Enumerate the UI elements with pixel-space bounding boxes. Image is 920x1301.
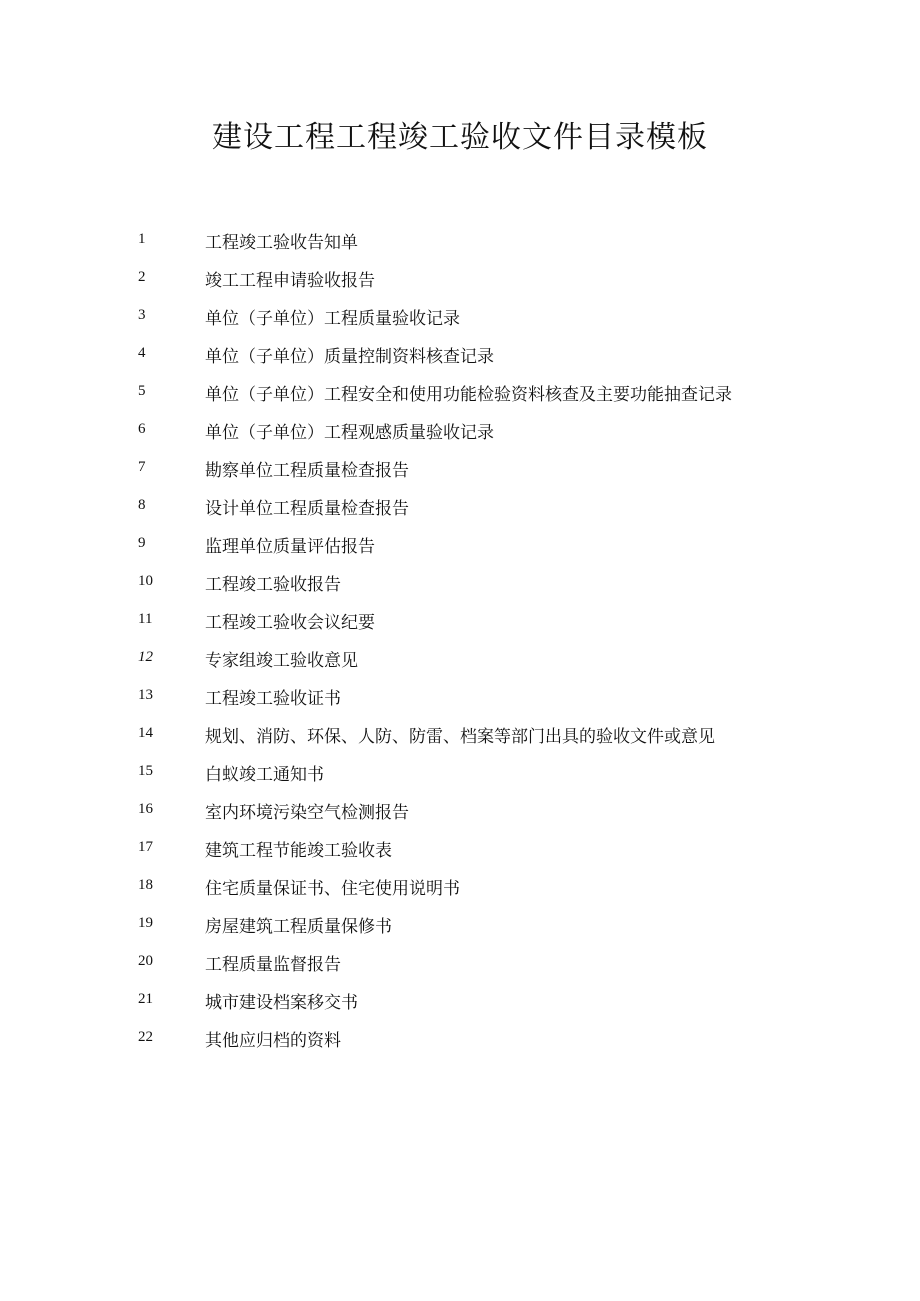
list-item — [0, 1022, 920, 1060]
item-number: 15 — [138, 763, 153, 779]
item-number: 9 — [138, 535, 146, 551]
list-item — [0, 300, 920, 338]
file-list — [0, 224, 920, 1060]
item-text: 住宅质量保证书、住宅使用说明书 — [205, 879, 460, 899]
list-item — [0, 718, 920, 756]
list-item — [0, 984, 920, 1022]
list-item — [0, 262, 920, 300]
item-text: 工程竣工验收报告 — [205, 575, 341, 595]
item-number: 13 — [138, 687, 153, 703]
item-text: 单位（子单位）工程观感质量验收记录 — [205, 423, 494, 443]
item-text: 单位（子单位）工程质量验收记录 — [205, 309, 460, 329]
item-number: 17 — [138, 839, 153, 855]
item-number: 16 — [138, 801, 153, 817]
item-text: 单位（子单位）工程安全和使用功能检验资料核查及主要功能抽查记录 — [205, 385, 732, 405]
item-text: 房屋建筑工程质量保修书 — [205, 917, 392, 937]
list-item — [0, 566, 920, 604]
item-text: 规划、消防、环保、人防、防雷、档案等部门出具的验收文件或意见 — [205, 727, 715, 747]
item-number: 7 — [138, 459, 146, 475]
item-text: 工程竣工验收会议纪要 — [205, 613, 375, 633]
list-item — [0, 756, 920, 794]
item-number: 20 — [138, 953, 153, 969]
item-number: 18 — [138, 877, 153, 893]
item-text: 设计单位工程质量检查报告 — [205, 499, 409, 519]
list-item — [0, 338, 920, 376]
item-text: 勘察单位工程质量检查报告 — [205, 461, 409, 481]
document-title: 建设工程工程竣工验收文件目录模板 — [212, 120, 708, 155]
item-number: 12 — [138, 649, 153, 665]
item-number: 11 — [138, 611, 153, 627]
list-item — [0, 642, 920, 680]
list-item — [0, 490, 920, 528]
item-text: 建筑工程节能竣工验收表 — [205, 841, 392, 861]
item-number: 22 — [138, 1029, 153, 1045]
item-text: 竣工工程申请验收报告 — [205, 271, 375, 291]
item-number: 4 — [138, 345, 146, 361]
item-text: 工程竣工验收告知单 — [205, 233, 358, 253]
list-item — [0, 224, 920, 262]
item-text: 其他应归档的资料 — [205, 1031, 341, 1051]
item-number: 21 — [138, 991, 153, 1007]
item-text: 专家组竣工验收意见 — [205, 651, 358, 671]
list-item — [0, 870, 920, 908]
list-item — [0, 604, 920, 642]
list-item — [0, 452, 920, 490]
item-number: 1 — [138, 231, 146, 247]
list-item — [0, 376, 920, 414]
item-number: 19 — [138, 915, 153, 931]
item-number: 2 — [138, 269, 146, 285]
item-text: 工程质量监督报告 — [205, 955, 341, 975]
list-item — [0, 946, 920, 984]
list-item — [0, 528, 920, 566]
list-item — [0, 794, 920, 832]
item-text: 监理单位质量评估报告 — [205, 537, 375, 557]
item-text: 城市建设档案移交书 — [205, 993, 358, 1013]
item-text: 室内环境污染空气检测报告 — [205, 803, 409, 823]
list-item — [0, 414, 920, 452]
item-number: 6 — [138, 421, 146, 437]
item-text: 白蚁竣工通知书 — [205, 765, 324, 785]
item-number: 14 — [138, 725, 153, 741]
item-number: 10 — [138, 573, 153, 589]
item-number: 5 — [138, 383, 146, 399]
item-text: 单位（子单位）质量控制资料核查记录 — [205, 347, 494, 367]
item-text: 工程竣工验收证书 — [205, 689, 341, 709]
list-item — [0, 680, 920, 718]
list-item — [0, 908, 920, 946]
item-number: 3 — [138, 307, 146, 323]
item-number: 8 — [138, 497, 146, 513]
list-item — [0, 832, 920, 870]
